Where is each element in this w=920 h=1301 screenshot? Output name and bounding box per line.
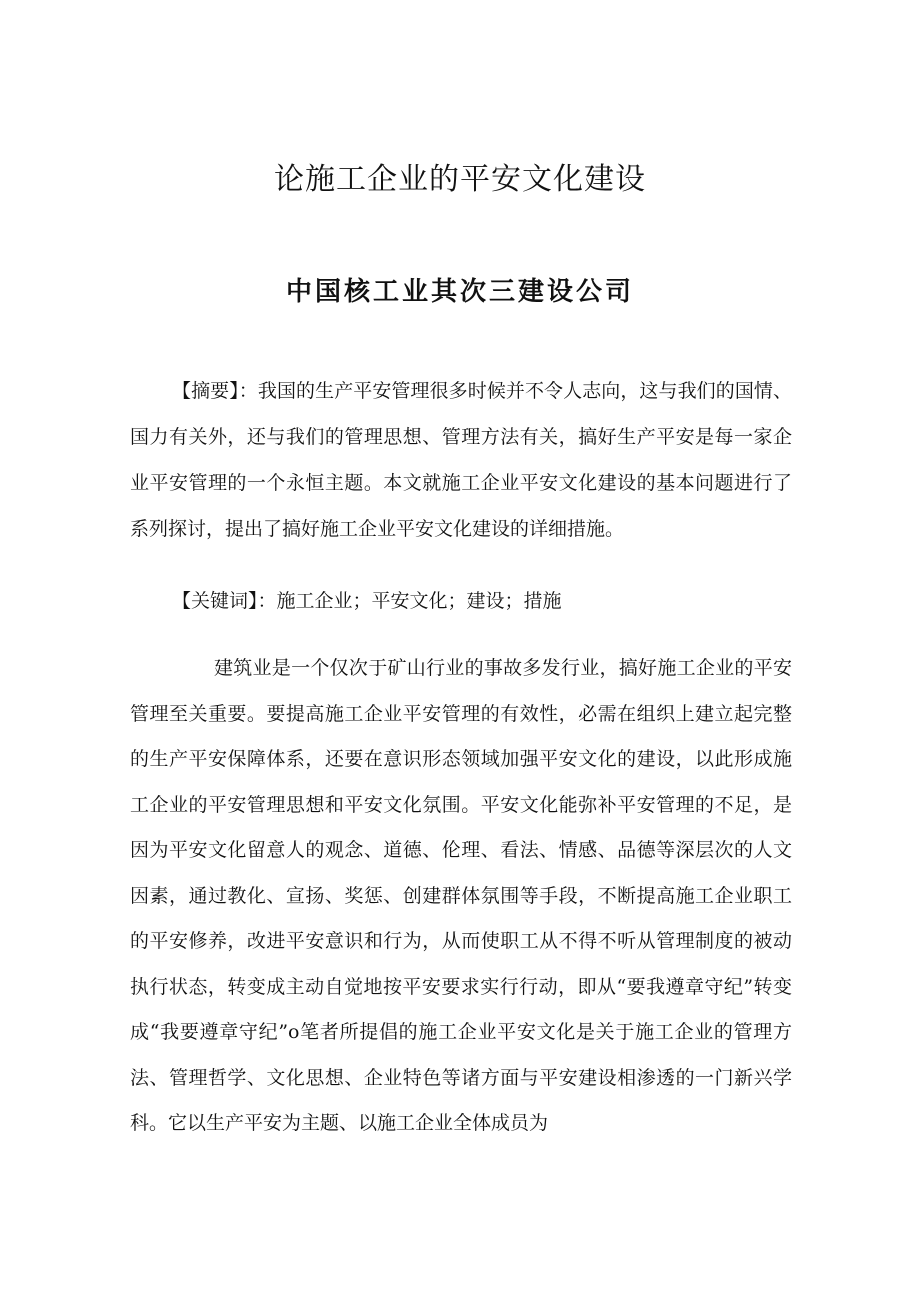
abstract-label: 【摘要】： (172, 380, 258, 402)
body-paragraph: 建筑业是一个仅次于矿山行业的事故多发行业，搞好施工企业的平安管理至关重要。要提高施工企业平安管理的有效性，必需在组织上建立起完整的生产平安保障体系，还要在意识形态领域加强平安文化的建设，以此形成施工企业的平安管理思想和平安文化氛围。平安文化能弥补平安管理的不足，是因为平安文化留意人的观念、道德、伦理、看法、情感、品德等深层次的人文因素，通过教化、宣扬、奖惩、创建群体氛围等手段，不断提高施工企业职工的平安修养，改进平安意识和行为，从而使职工从不得不听从管理制度的被动执行状态，转变成主动自觉地按平安要求实行行动，即从“要我遵章守纪”转变成“我要遵章守纪”o笔者所提倡的施工企业平安文化是关于施工企业的管理方法、管理哲学、文化思想、企业特色等诸方面与平安建设相渗透的一门新兴学科。它以生产平安为主题、以施工企业全体成员为 (130, 657, 792, 1134)
document-title: 论施工企业的平安文化建设 (274, 162, 646, 197)
keywords-label: 【关键词】： (172, 590, 277, 612)
organization-name: 中国核工业其次三建设公司 (285, 277, 634, 307)
keywords-text: 施工企业；平安文化；建设；措施 (276, 590, 562, 612)
keywords-line (130, 578, 792, 624)
abstract-text: 我国的生产平安管理很多时候并不令人志向，这与我们的国情、国力有关外，还与我们的管理思想、管理方法有关，搞好生产平安是每一家企业平安管理的一个永恒主题。本文就施工企业平安文化建设的基本问题进行了系列探讨，提出了搞好施工企业平安文化建设的详细措施。 (130, 380, 792, 540)
abstract-paragraph (130, 368, 792, 552)
